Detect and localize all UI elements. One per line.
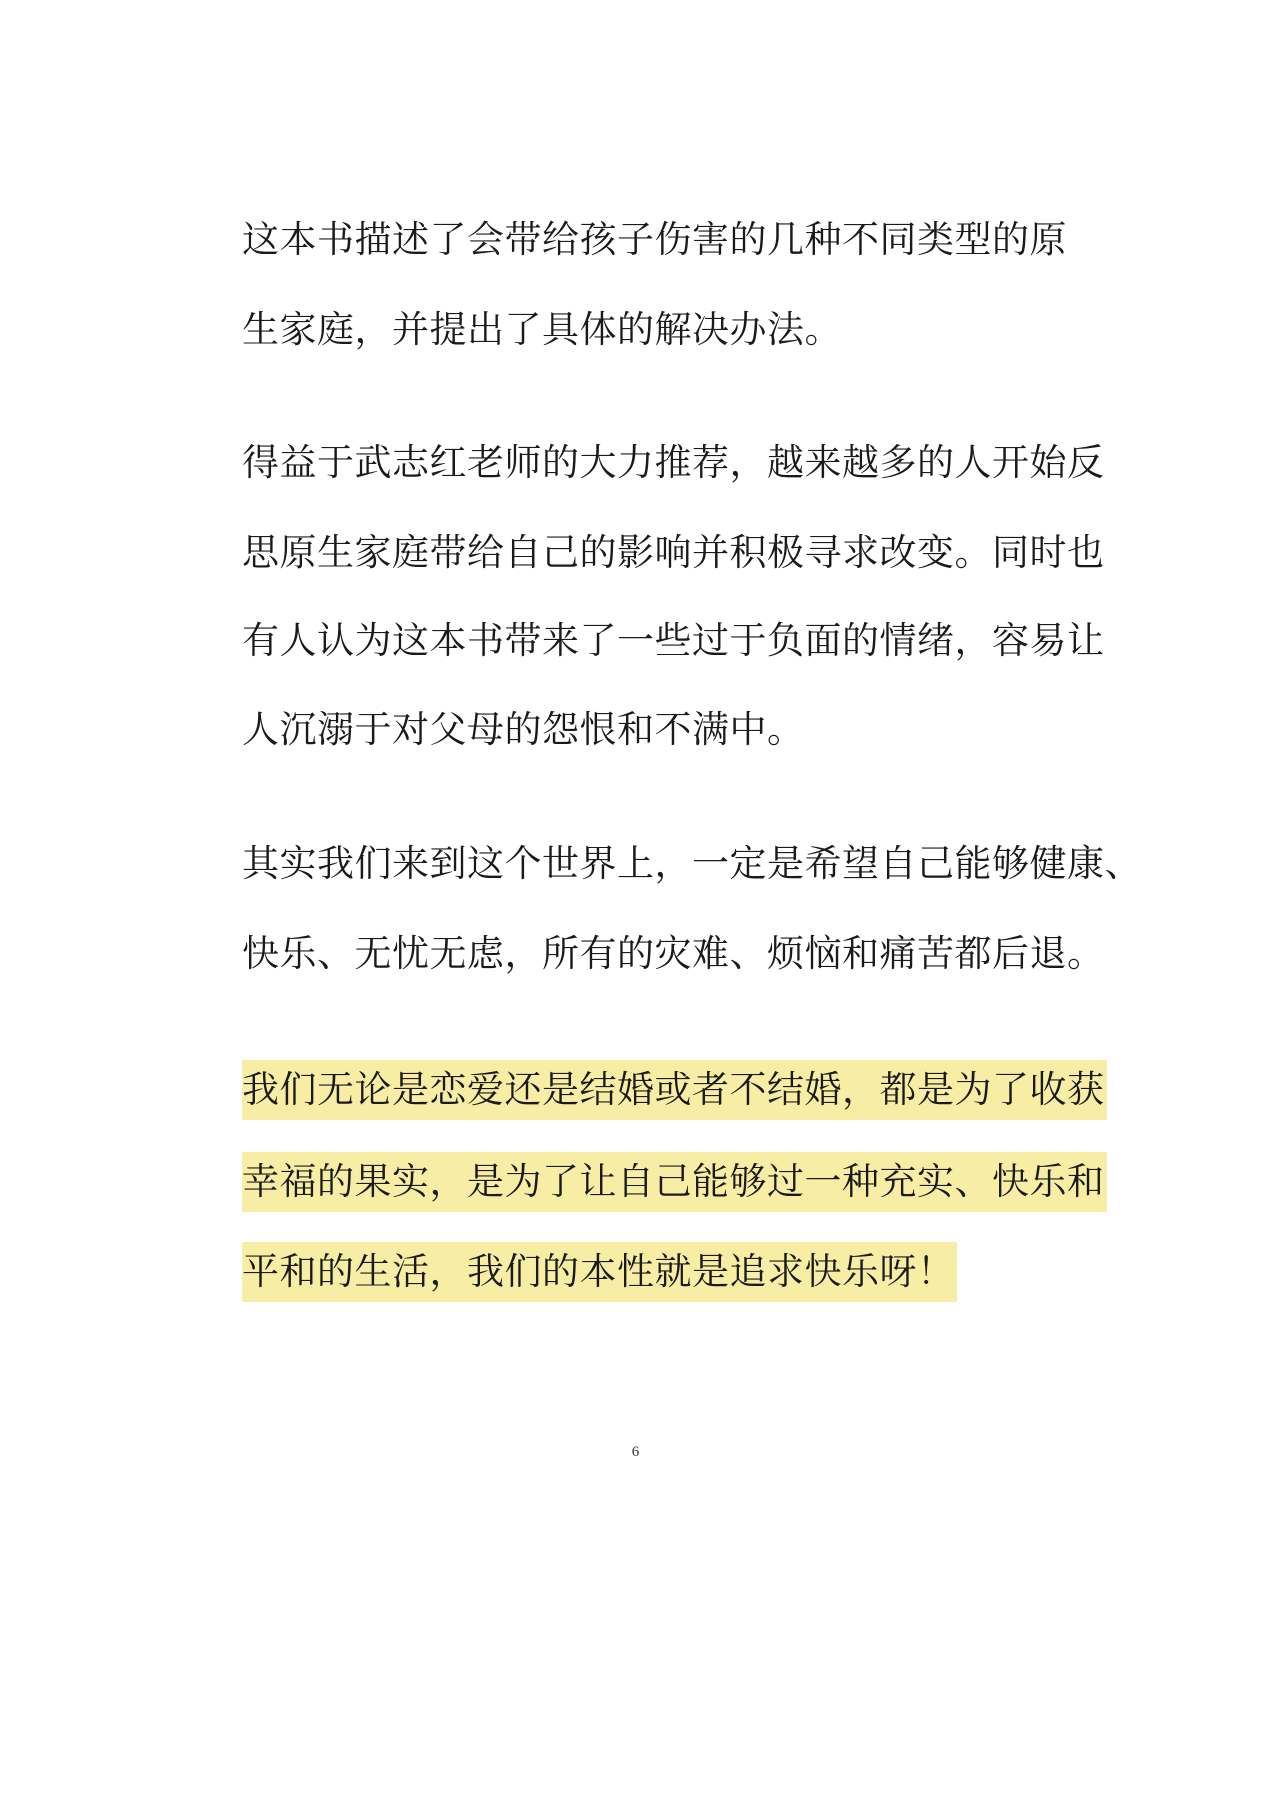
highlight-mark: 我们无论是恋爱还是结婚或者不结婚，都是为了收获 bbox=[242, 1060, 1107, 1120]
highlighted-line-2 bbox=[242, 1152, 1107, 1212]
paragraph-2-line-1: 得益于武志红老师的大力推荐，越来越多的人开始反 bbox=[242, 441, 1105, 484]
highlighted-line-3 bbox=[242, 1242, 957, 1302]
paragraph-2-line-4: 人沉溺于对父母的怨恨和不满中。 bbox=[242, 708, 805, 751]
highlighted-line-1 bbox=[242, 1060, 1107, 1120]
paragraph-1-line-2: 生家庭，并提出了具体的解决办法。 bbox=[242, 308, 842, 351]
paragraph-2-line-3: 有人认为这本书带来了一些过于负面的情绪，容易让 bbox=[242, 619, 1105, 662]
paragraph-1-line-1: 这本书描述了会带给孩子伤害的几种不同类型的原 bbox=[242, 218, 1067, 261]
paragraph-2-line-2: 思原生家庭带给自己的影响并积极寻求改变。同时也 bbox=[242, 531, 1105, 574]
highlight-mark: 平和的生活，我们的本性就是追求快乐呀！ bbox=[242, 1242, 957, 1302]
paragraph-3-line-1: 其实我们来到这个世界上，一定是希望自己能够健康、 bbox=[242, 842, 1142, 885]
highlight-mark: 幸福的果实，是为了让自己能够过一种充实、快乐和 bbox=[242, 1152, 1107, 1212]
paragraph-3-line-2: 快乐、无忧无虑，所有的灾难、烦恼和痛苦都后退。 bbox=[242, 932, 1105, 975]
page-number: 6 bbox=[631, 1444, 640, 1460]
